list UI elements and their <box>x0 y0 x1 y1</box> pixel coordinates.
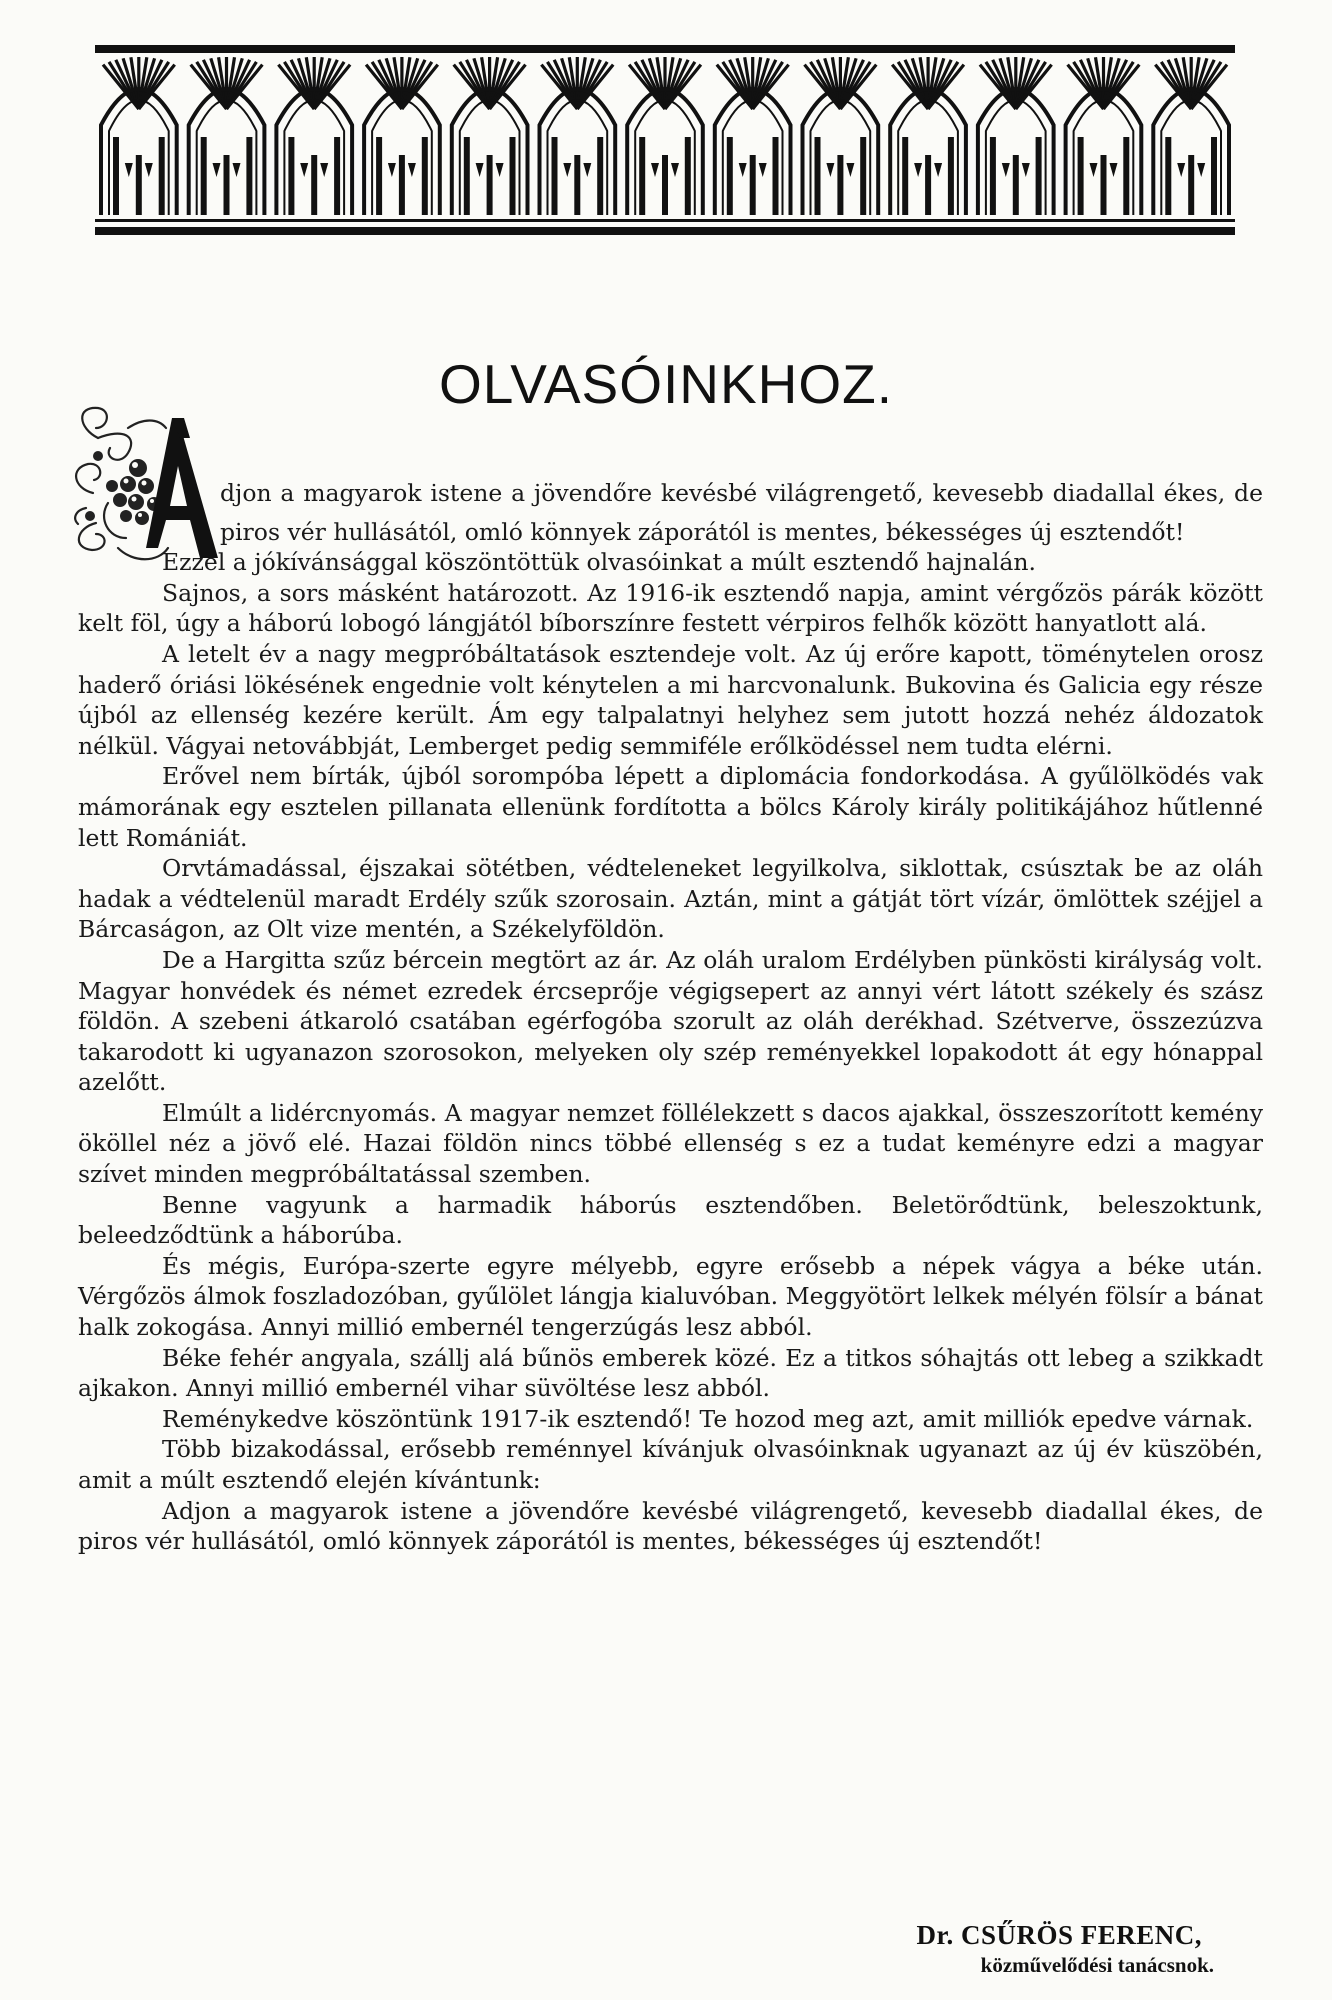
article-paragraph: Benne vagyunk a harmadik háborús esztendőben. Beletörődtünk, beleszoktunk, beleedződtünk a háborúba. <box>78 1190 1263 1250</box>
article-paragraph: Orvtámadással, éjszakai sötétben, védteleneket legyilkolva, siklottak, csúsztak be az oláh hadak a védtelenül maradt Erdély szűk szorosain. Aztán, mint a gátját tört vízár, ömlöttek széjjel a Bárcaságon, az Olt vize mentén, a Székelyföldön. <box>78 854 1263 944</box>
article-paragraph: Több bizakodással, erősebb reménnyel kívánjuk olvasóinknak ugyanazt az új év küszöbén, amit a múlt esztendő elején kívántunk: <box>78 1435 1263 1494</box>
opening-paragraph-text: djon a magyarok istene a jövendőre kevésbé világrengető, kevesebb diadallal ékes, de piros vér hullásától, omló könnyek záporától is mentes, békességes új esztendőt! <box>220 479 1263 546</box>
article-paragraph <box>78 478 1263 547</box>
page-title: OLVASÓINKHOZ. <box>438 353 894 415</box>
article-paragraph: Ezzel a jókívánsággal köszöntöttük olvasóinkat a múlt esztendő hajnalán. <box>162 548 1036 577</box>
art-nouveau-ornamental-band-icon <box>95 45 1235 235</box>
article-paragraph: De a Hargitta szűz bércein megtört az ár. Az oláh uralom Erdélyben pünkösti királyság volt. Magyar honvédek és német ezredek ércseprője végigsepert az annyi vért látott székely és szász földön. A szebeni átkaroló csatában egérfogóba szorult az oláh derékhad. Szétverve, összezúzva takarodott ki ugyanazon szorosokon, melyeken oly szép reményekkel lopakodott át egy hónappal azelőtt. <box>78 945 1263 1097</box>
article-body <box>78 478 1263 1557</box>
article-paragraph: És mégis, Európa-szerte egyre mélyebb, egyre erősebb a népek vágya a béke után. Vérgőzös álmok foszladozóban, gyűlölet lángja kialuvóban. Meggyötört lelkek mélyén fölsír a bánat halk zokogása. Annyi millió embernél tengerzúgás lesz abból. <box>78 1251 1263 1342</box>
article-paragraph: Erővel nem bírták, újból sorompóba lépett a diplomácia fondorkodása. A gyűlölködés vak mámorának egy esztelen pillanata ellenünk fordította a bölcs Károly király politikájához hűtlenné lett Romániát. <box>78 762 1263 852</box>
article-paragraph: A letelt év a nagy megpróbáltatások esztendeje volt. Az új erőre kapott, töménytelen orosz haderő óriási lökésének engednie volt kénytelen a mi harcvonalunk. Bukovina és Galicia egy része újból az ellenség kezére került. Ám egy talpalatnyi helyhez sem jutott hozzá nehéz áldozatok nélkül. Vágyai netovábbját, Lemberget pedig semmiféle erőlködéssel nem tudta elérni. <box>78 639 1263 760</box>
article-paragraph: Adjon a magyarok istene a jövendőre kevésbé világrengető, kevesebb diadallal ékes, de piros vér hullásától, omló könnyek záporától is mentes, békességes új esztendőt! <box>78 1496 1263 1556</box>
signature-block <box>916 1920 1214 1978</box>
article-paragraph: Sajnos, a sors másként határozott. Az 1916-ik esztendő napja, amint vérgőzös párák között kelt föl, úgy a háború lobogó lángjától bíborszínre festett vérpiros felhők között hanyatlott alá. <box>78 578 1263 638</box>
article-paragraph: Elmúlt a lidércnyomás. A magyar nemzet föllélekzett s dacos ajakkal, összeszorított kemény ököllel néz a jövő elé. Hazai földön nincs többé ellenség s ez a tudat keményre edzi a magyar szívet minden megpróbáltatással szemben. <box>78 1098 1263 1189</box>
signature-role: közművelődési tanácsnok. <box>980 1953 1214 1977</box>
article-paragraph: Reménykedve köszöntünk 1917-ik esztendő! Te hozod meg azt, amit milliók epedve várnak. <box>162 1404 1254 1433</box>
article-paragraph: Béke fehér angyala, szállj alá bűnös emberek közé. Ez a titkos sóhajtás ott lebeg a szikkadt ajkakon. Annyi millió embernél vihar süvöltése lesz abból. <box>78 1343 1263 1403</box>
signature-name: Dr. CSŰRÖS FERENC, <box>916 1920 1202 1950</box>
